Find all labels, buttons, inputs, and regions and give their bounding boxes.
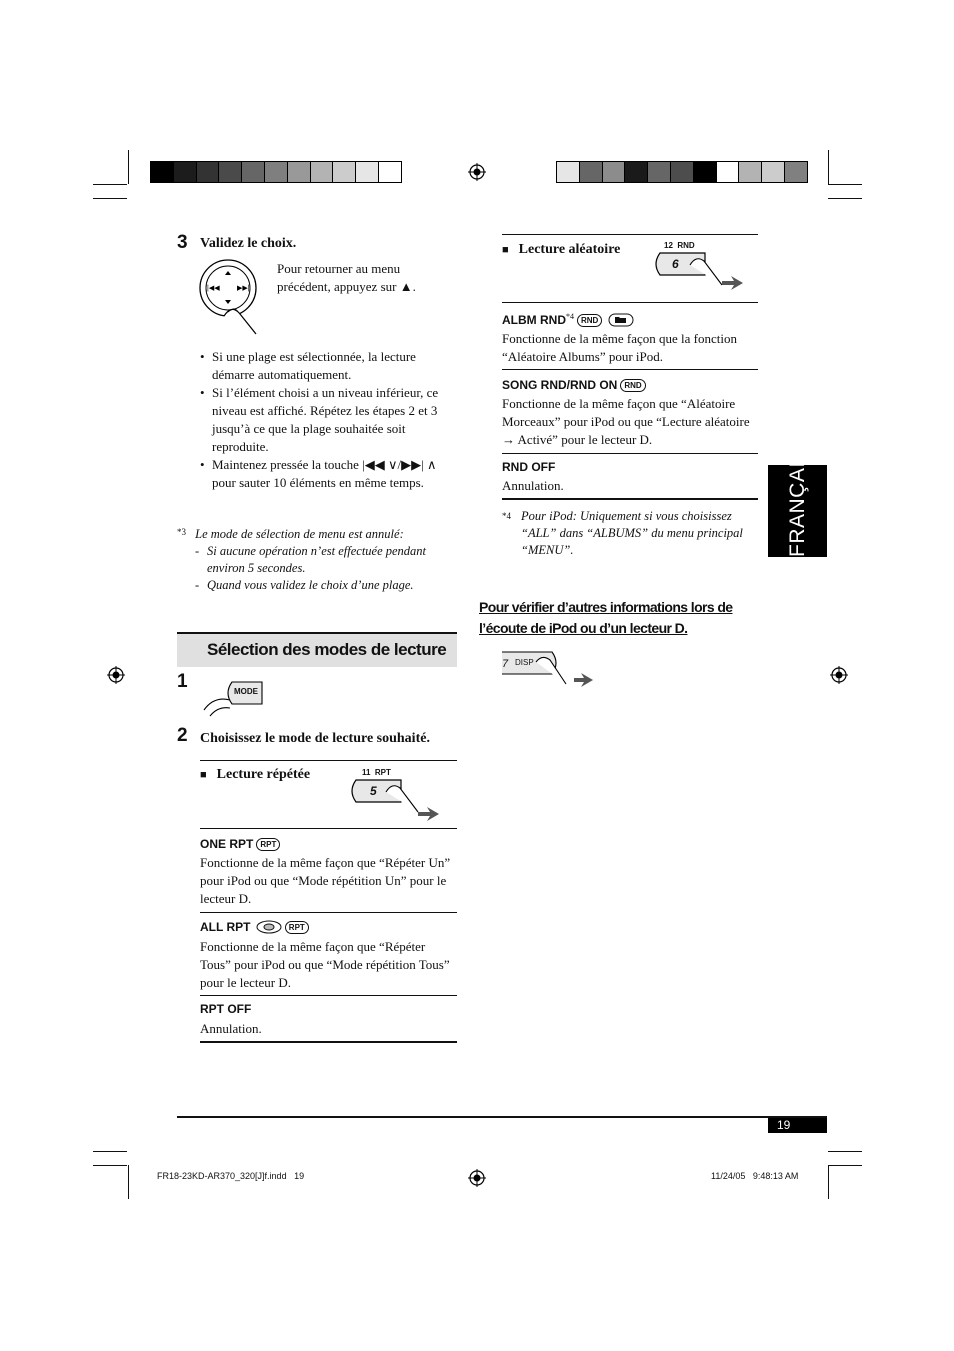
random-heading-label: Lecture aléatoire: [518, 242, 621, 257]
mode-button-label: MODE: [234, 687, 258, 696]
mode-button-illustration: [200, 676, 266, 718]
step-1-number: 1: [177, 671, 188, 692]
step-2-number: 2: [177, 725, 188, 746]
control-dial-icon: [198, 258, 262, 338]
repeat-heading-label: Lecture répétée: [216, 767, 311, 782]
row-text: Annulation.: [200, 1021, 262, 1036]
color-swatch: [624, 161, 648, 183]
rnd-button-illustration: [652, 239, 747, 295]
color-swatch: [556, 161, 580, 183]
row-text: Fonctionne de la même façon que “Aléatoire Morceaux” pour iPod ou que “Lecture aléatoire → Activé” pour le lecteur D.: [502, 396, 750, 447]
list-item: • Si l’élément choisi a un niveau inférieur, ce niveau est affiché. Répétez les étapes 2 et 3 jusqu’à ce que la plage souhaitée soit reproduite.: [200, 384, 456, 456]
footnote-marker: *3: [177, 527, 186, 537]
disp-key-label: DISP: [515, 658, 534, 667]
color-swatch: [310, 161, 334, 183]
color-swatch: [150, 161, 174, 183]
footnote-text: Pour iPod: Uniquement si vous choisissez “ALL” dans “ALBUMS” du menu principal “MENU”.: [521, 509, 743, 557]
footnote-marker: *4: [502, 511, 511, 521]
disp-key-number: 7: [502, 658, 509, 670]
row-label: SONG RND/RND ON: [502, 378, 618, 392]
registration-mark-icon: [468, 1169, 486, 1187]
rnd-key-number: 6: [672, 257, 679, 271]
registration-mark-icon: [830, 666, 848, 684]
row-text: Fonctionne de la même façon que “Répéter Tous” pour iPod ou que “Mode répétition Tous” pour le lecteur D.: [200, 939, 450, 990]
color-swatch: [378, 161, 402, 183]
check-heading-line-2: l’écoute de iPod ou d’un lecteur D.: [479, 620, 688, 636]
rpt-button-illustration: [348, 766, 443, 822]
color-swatch: [761, 161, 785, 183]
footnote-line: Le mode de sélection de menu est annulé:: [195, 527, 404, 541]
step-3-hint: Pour retourner au menu précédent, appuyez sur ▲.: [277, 261, 416, 294]
footnote-item: Quand vous validez le choix d’une plage.: [207, 578, 414, 592]
disp-key-icon: [500, 650, 600, 692]
footnote-4: [502, 508, 760, 559]
rpt-key-icon: [348, 766, 443, 822]
check-heading: [479, 597, 769, 639]
disc-icon: [256, 920, 282, 934]
row-label-rnd-off: RND OFF: [502, 460, 556, 474]
folder-icon: [608, 313, 634, 327]
color-swatch: [173, 161, 197, 183]
footer-date: 11/24/05 9:48:13 AM: [711, 1171, 799, 1181]
footer-file: FR18-23KD-AR370_320[J]f.indd 19: [157, 1171, 305, 1181]
page-number: 19: [768, 1118, 827, 1133]
registration-mark-icon: [468, 163, 486, 181]
row-label-song-rnd: [502, 378, 646, 392]
registration-mark-icon: [107, 666, 125, 684]
rnd-key-top: 12 RND: [664, 241, 695, 250]
row-label: ONE RPT: [200, 837, 254, 851]
color-swatch: [602, 161, 626, 183]
list-item: • Si une plage est sélectionnée, la lecture démarre automatiquement.: [200, 348, 456, 384]
footnote-ref: *4: [566, 312, 574, 321]
color-swatch: [579, 161, 603, 183]
rpt-key-top: 11 RPT: [362, 768, 391, 777]
rpt-badge: RPT: [256, 838, 280, 851]
row-text: Annulation.: [502, 478, 564, 493]
color-swatch: [264, 161, 288, 183]
color-swatch: [670, 161, 694, 183]
step-3-number: 3: [177, 232, 188, 253]
color-swatch: [647, 161, 671, 183]
check-heading-line-1: Pour vérifier d’autres informations lors de: [479, 599, 733, 615]
color-swatch: [218, 161, 242, 183]
mode-button-icon: [200, 676, 266, 718]
section-title: Sélection des modes de lecture: [207, 640, 447, 659]
repeat-heading: ■ Lecture répétée: [200, 767, 311, 782]
color-swatch: [355, 161, 379, 183]
language-tab-label: FRANÇAIS: [786, 446, 809, 557]
row-text: Fonctionne de la même façon que la fonction “Aléatoire Albums” pour iPod.: [502, 331, 738, 364]
row-label: ALL RPT: [200, 920, 251, 934]
step-3-title: Validez le choix.: [200, 236, 297, 251]
color-swatch: [716, 161, 740, 183]
row-text: Fonctionne de la même façon que “Répéter Un” pour iPod ou que “Mode répétition Un” pour le lecteur D.: [200, 855, 451, 906]
disp-button-illustration: [500, 650, 600, 692]
color-swatch: [196, 161, 220, 183]
color-swatch: [332, 161, 356, 183]
color-swatch: [784, 161, 808, 183]
list-item: • Maintenez pressée la touche |◀◀ ∨/▶▶| ∧ pour sauter 10 éléments en même temps.: [200, 456, 456, 492]
color-swatch: [241, 161, 265, 183]
row-label-one-rpt: [200, 837, 280, 851]
rnd-badge: RND: [577, 314, 602, 327]
row-label: ALBM RND: [502, 313, 566, 327]
row-label-albm-rnd: [502, 312, 634, 327]
rpt-badge: RPT: [285, 921, 309, 934]
step-3-notes: [200, 348, 456, 492]
color-swatch: [693, 161, 717, 183]
rpt-key-number: 5: [370, 784, 377, 798]
row-label-rpt-off: RPT OFF: [200, 1002, 252, 1016]
rnd-badge: RND: [620, 379, 645, 392]
random-heading: ■ Lecture aléatoire: [502, 242, 621, 257]
footnote-3: $^{*3}$ Le mode de sélection de menu est annulé: - Si aucune opération n’est effectuée pendant environ 5 secondes. - Quand vous validez le choix d’une plage.: [177, 524, 457, 594]
color-swatch: [287, 161, 311, 183]
svg-text:|◀◀: |◀◀: [207, 285, 220, 292]
step-2-title: Choisissez le mode de lecture souhaité.: [200, 731, 430, 746]
row-label-all-rpt: [200, 920, 309, 934]
rnd-key-icon: [652, 239, 747, 295]
svg-text:▶▶|: ▶▶|: [237, 285, 250, 292]
language-tab: [768, 446, 827, 557]
footnote-item: Si aucune opération n’est effectuée pendant environ 5 secondes.: [207, 544, 427, 575]
color-swatch: [738, 161, 762, 183]
